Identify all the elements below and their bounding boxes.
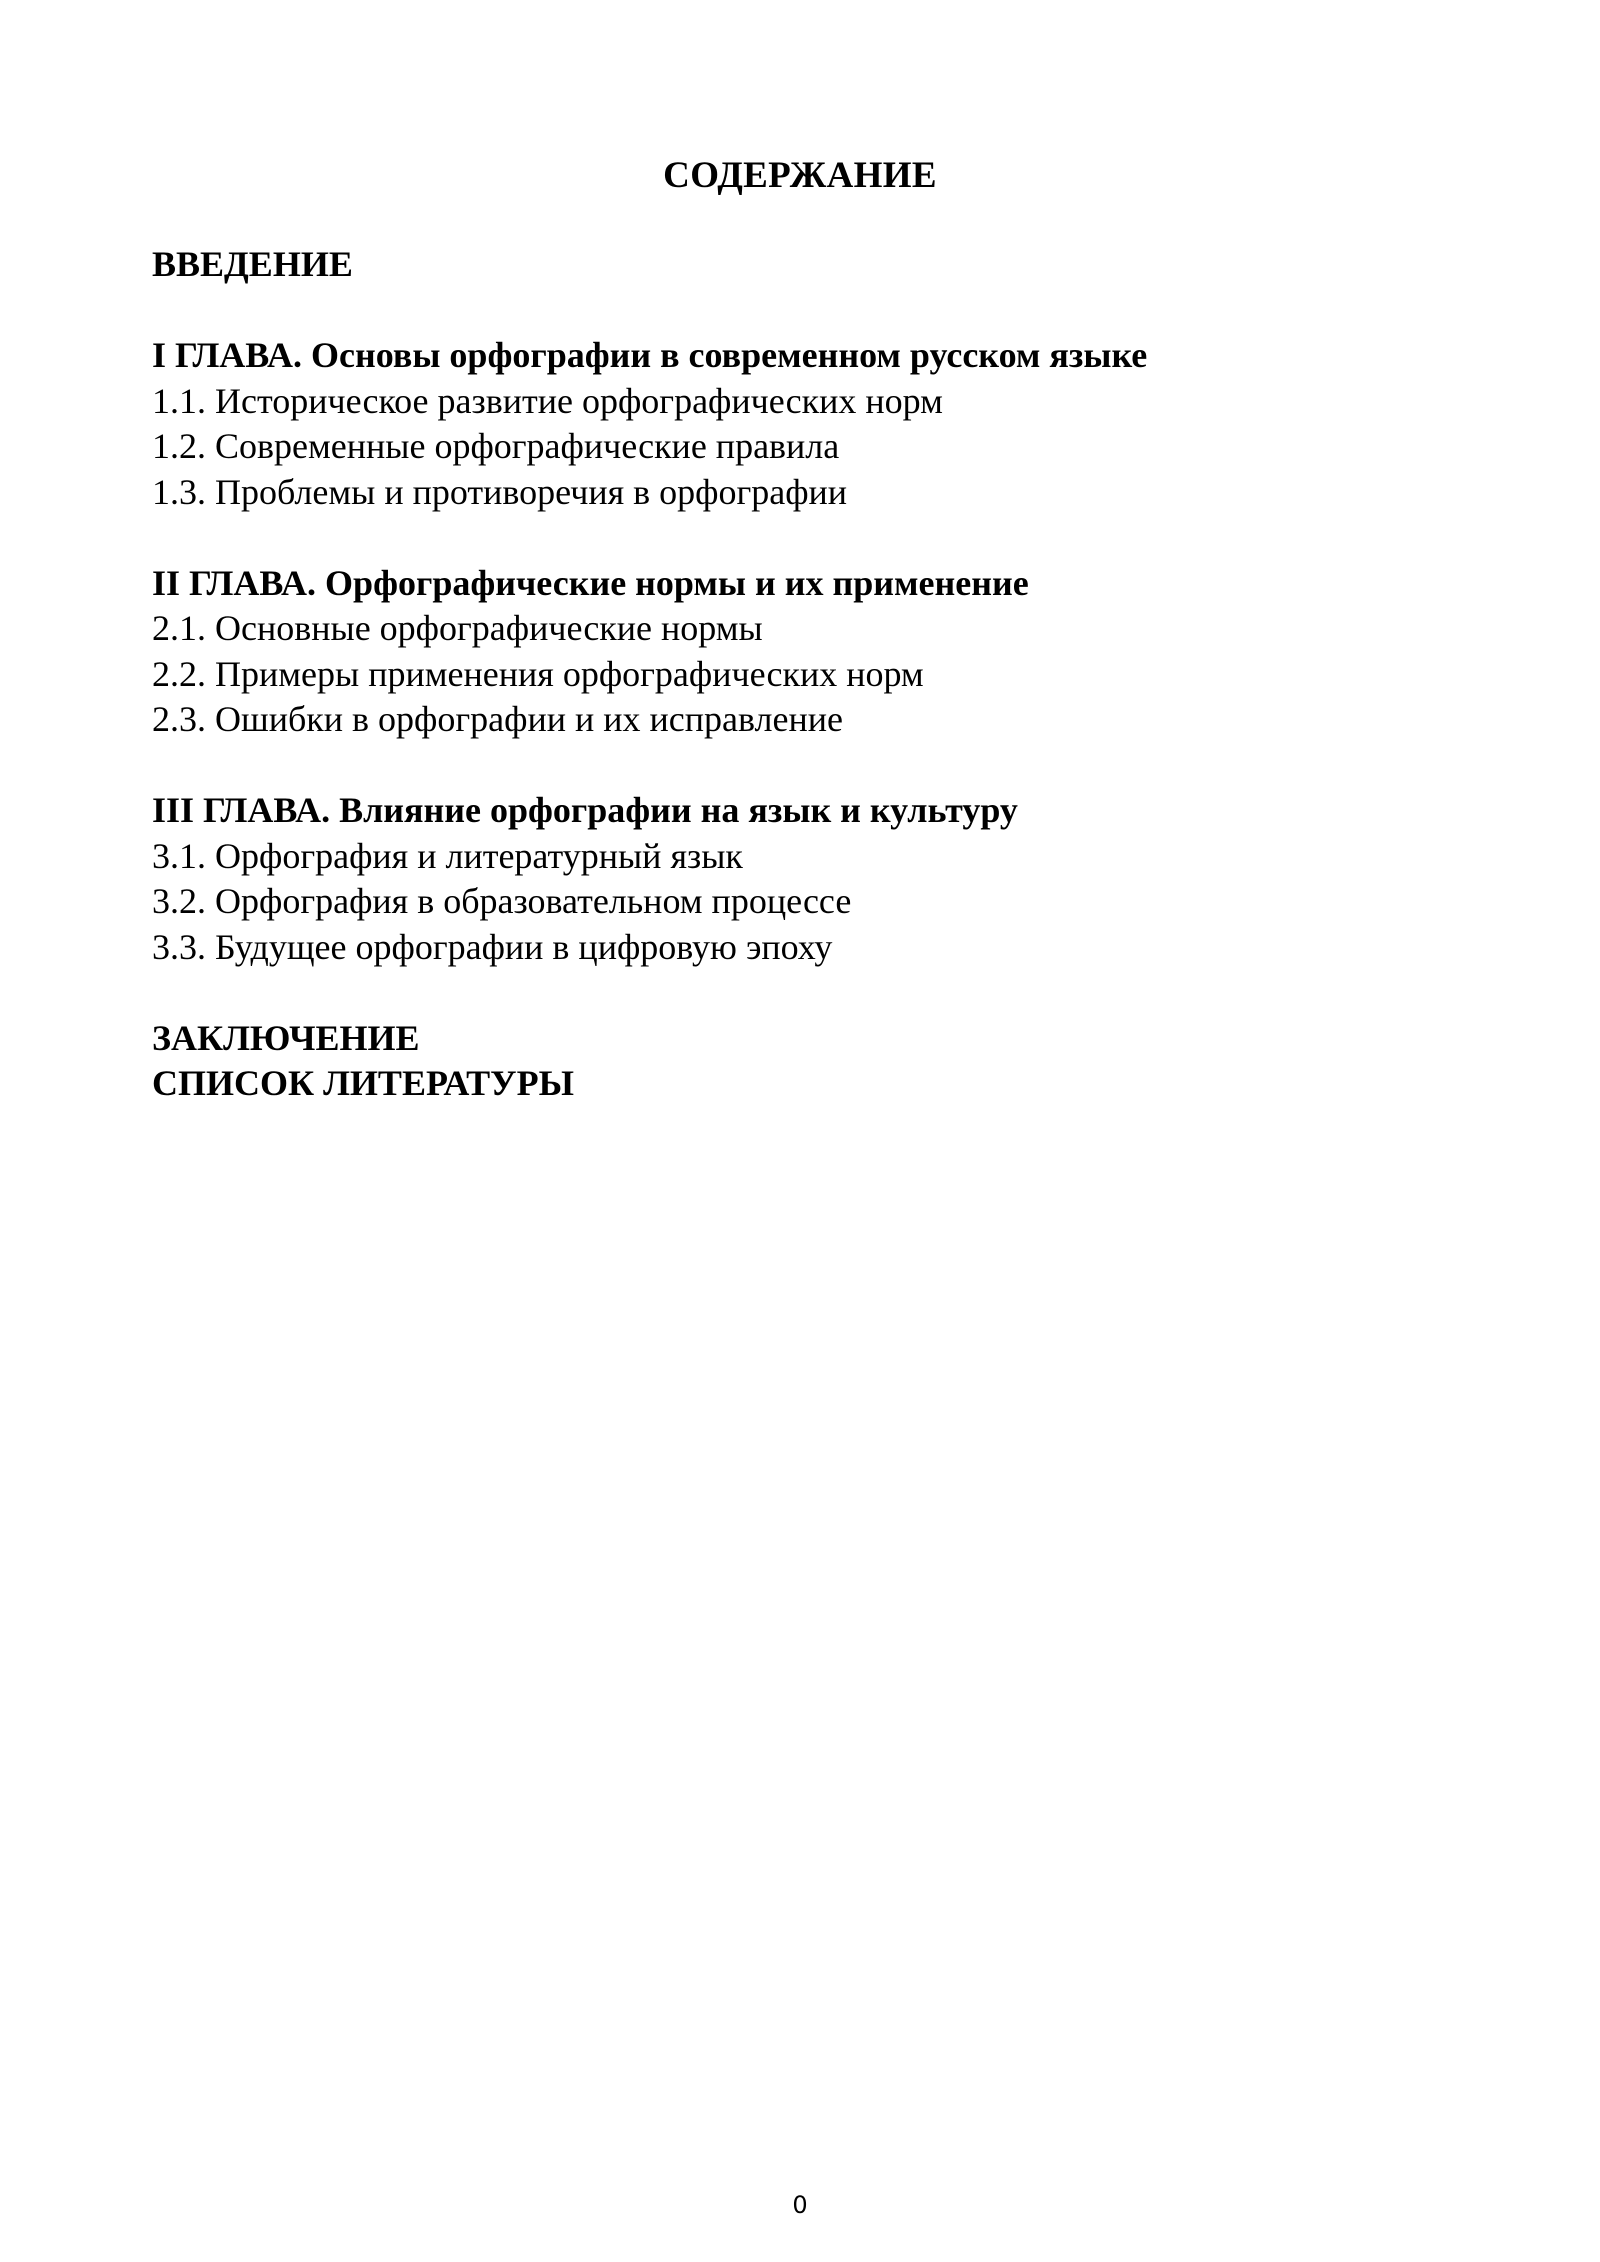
- toc-chapter-1: [152, 333, 1452, 515]
- toc-spacer: [152, 743, 1452, 789]
- toc-title: СОДЕРЖАНИЕ: [663, 155, 937, 196]
- toc-spacer: [152, 970, 1452, 1016]
- section-entry: 1.3. Проблемы и противоречия в орфографии: [152, 471, 848, 512]
- toc-chapter-2: [152, 561, 1452, 743]
- section-entry: 2.3. Ошибки в орфографии и их исправление: [152, 699, 843, 739]
- chapter-heading: III ГЛАВА. Влияние орфографии на язык и культуру: [152, 790, 1018, 830]
- toc-spacer: [152, 515, 1452, 561]
- toc-spacer: [152, 288, 1452, 334]
- toc-introduction: ВВЕДЕНИЕ: [152, 244, 353, 284]
- toc-conclusion: ЗАКЛЮЧЕНИЕ: [152, 1017, 420, 1058]
- section-entry: 3.1. Орфография и литературный язык: [152, 835, 743, 876]
- chapter-heading: I ГЛАВА. Основы орфографии в современном русском языке: [152, 335, 1148, 375]
- section-entry: 2.1. Основные орфографические нормы: [152, 608, 763, 648]
- section-entry: 1.2. Современные орфографические правила: [152, 426, 840, 466]
- table-of-contents: [152, 242, 1452, 1107]
- section-entry: 2.2. Примеры применения орфографических норм: [152, 653, 924, 694]
- toc-bibliography: СПИСОК ЛИТЕРАТУРЫ: [152, 1063, 574, 1103]
- page-number: 0: [792, 2191, 808, 2219]
- section-entry: 3.3. Будущее орфографии в цифровую эпоху: [152, 926, 833, 967]
- section-entry: 1.1. Историческое развитие орфографических норм: [152, 380, 943, 421]
- chapter-heading: II ГЛАВА. Орфографические нормы и их применение: [152, 562, 1029, 603]
- toc-chapter-3: [152, 788, 1452, 970]
- section-entry: 3.2. Орфография в образовательном процессе: [152, 881, 852, 921]
